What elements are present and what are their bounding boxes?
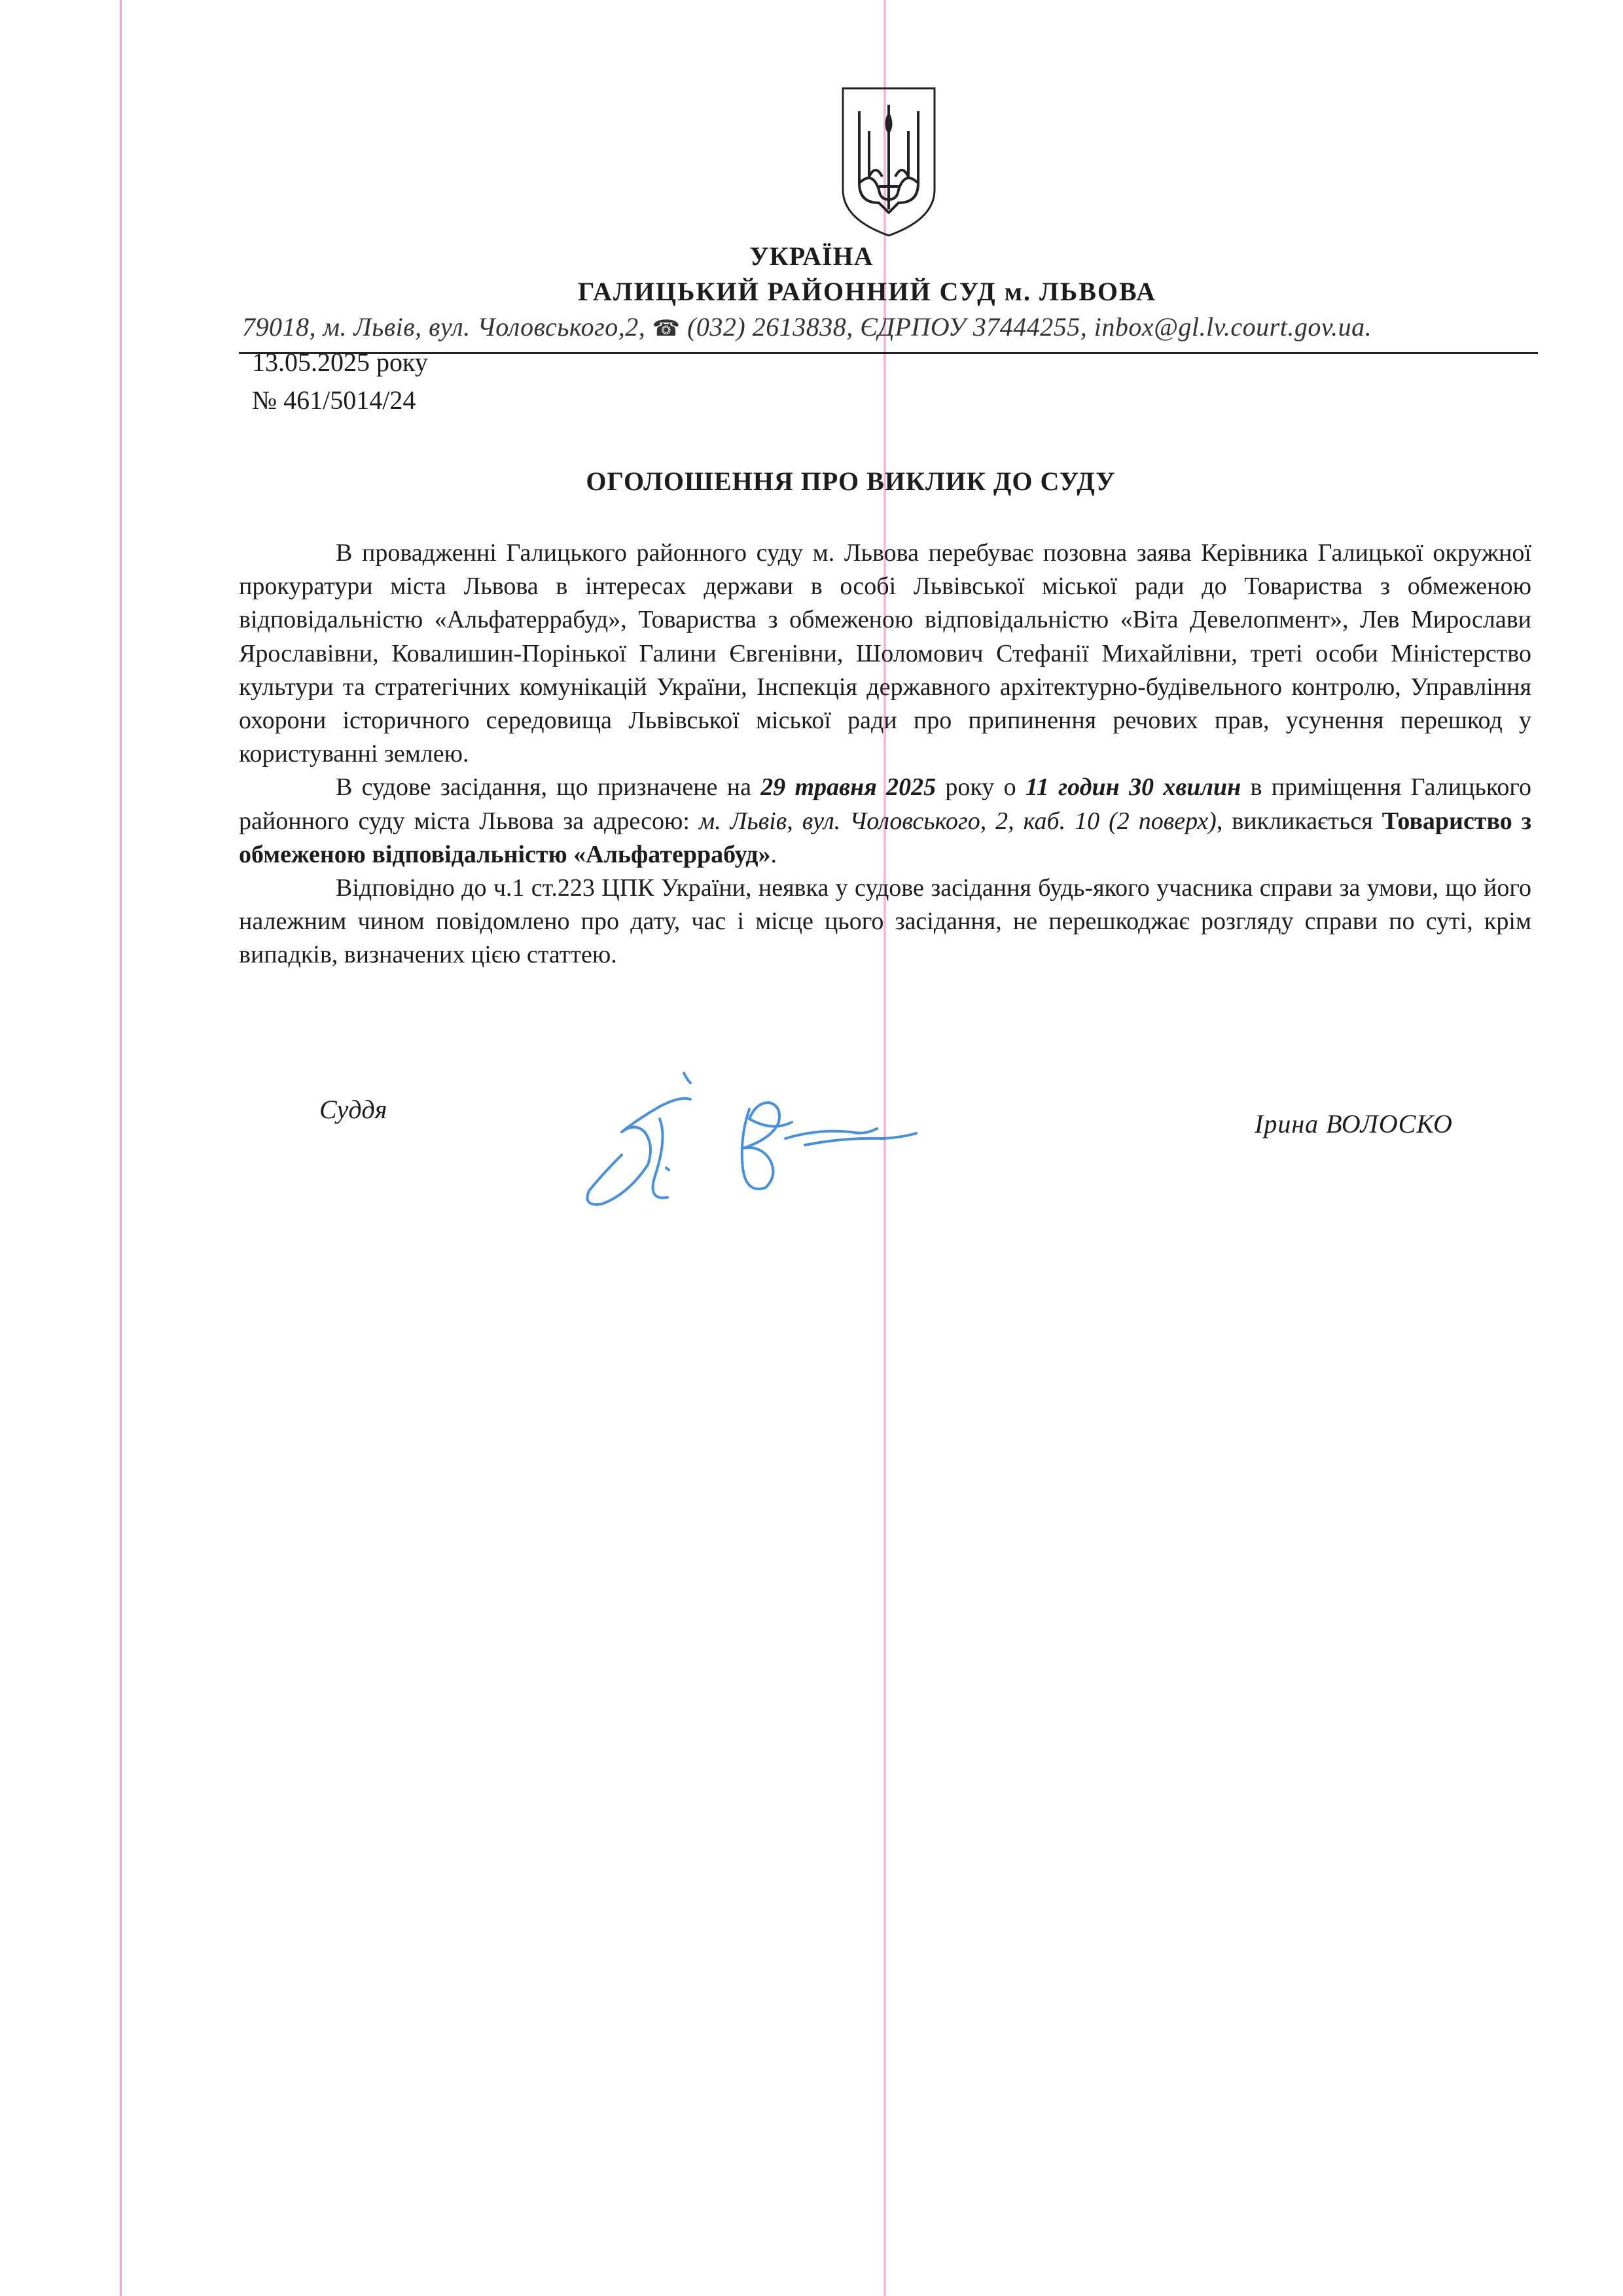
court-address bbox=[242, 311, 1538, 342]
paragraph-law: Відповідно до ч.1 ст.223 ЦПК України, неявка у судове засідання будь-якого учасника справи за умови, що його належним чином повідомлено про дату, час і місце цього засідання, не перешкоджає розгляду справи по суті, крім випадків, визначених цією статтею. bbox=[239, 874, 1531, 969]
paragraph-hearing bbox=[239, 771, 1531, 872]
case-number: № 461/5014/24 bbox=[252, 385, 416, 415]
signer-name: Ірина ВОЛОСКО bbox=[1255, 1109, 1453, 1139]
hearing-time: 11 годин 30 хвилин bbox=[1025, 773, 1241, 802]
header-divider bbox=[239, 352, 1538, 354]
handwritten-signature bbox=[582, 1060, 936, 1224]
document-body bbox=[239, 537, 1531, 972]
address-street: 79018, м. Львів, вул. Чоловського,2, bbox=[242, 312, 652, 342]
country-name: УКРАЇНА bbox=[749, 241, 874, 271]
hearing-address: м. Львів, вул. Чоловського, 2, каб. 10 (2 поверх) bbox=[698, 807, 1217, 835]
hearing-text-2: року о bbox=[936, 773, 1026, 802]
paragraph-claim: В провадженні Галицького районного суду м. Львова перебуває позовна заява Керівника Галицької окружної прокуратури міста Львова в інтересах держави в особі Львівської міської ради до Товариства з обмеженою відповідальністю «Альфатеррабуд», Товариства з обмеженою відповідальністю «Віта Девелопмент», Лев Мирослави Ярославівни, Ковалишин-Порінької Галини Євгенівни, Шоломович Стефанії Михайлівни, треті особи Міністерство культури та стратегічних комунікацій України, Інспекція державного архітектурно-будівельного контролю, Управління охорони історичного середовища Львівської міської ради про припинення речових прав, усунення перешкод у користуванні землею. bbox=[239, 539, 1531, 768]
page-margin-line bbox=[120, 0, 122, 2296]
hearing-text-1: В судове засідання, що призначене на bbox=[336, 773, 761, 802]
hearing-text-5: . bbox=[770, 840, 777, 868]
hearing-date: 29 травня 2025 bbox=[760, 773, 936, 802]
hearing-text-3: в приміщення Галицького районного суду міста Львова за адресою: bbox=[239, 773, 1531, 835]
court-name: ГАЛИЦЬКИЙ РАЙОННИЙ СУД м. ЛЬВОВА bbox=[577, 277, 1157, 306]
document-title: ОГОЛОШЕННЯ ПРО ВИКЛИК ДО СУДУ bbox=[586, 467, 1116, 496]
trident-coat-of-arms-icon bbox=[840, 85, 938, 239]
hearing-text-4: , викликається bbox=[1216, 807, 1382, 835]
document-date: 13.05.2025 року bbox=[252, 347, 428, 377]
address-contacts: (032) 2613838, ЄДРПОУ 37444255, inbox@gl.lv.court.gov.ua. bbox=[680, 312, 1372, 342]
signer-role: Суддя bbox=[319, 1095, 387, 1124]
telephone-icon: ☎ bbox=[652, 317, 681, 341]
summoned-party: Товариство з обмеженою відповідальністю «Альфатеррабуд» bbox=[239, 807, 1531, 868]
